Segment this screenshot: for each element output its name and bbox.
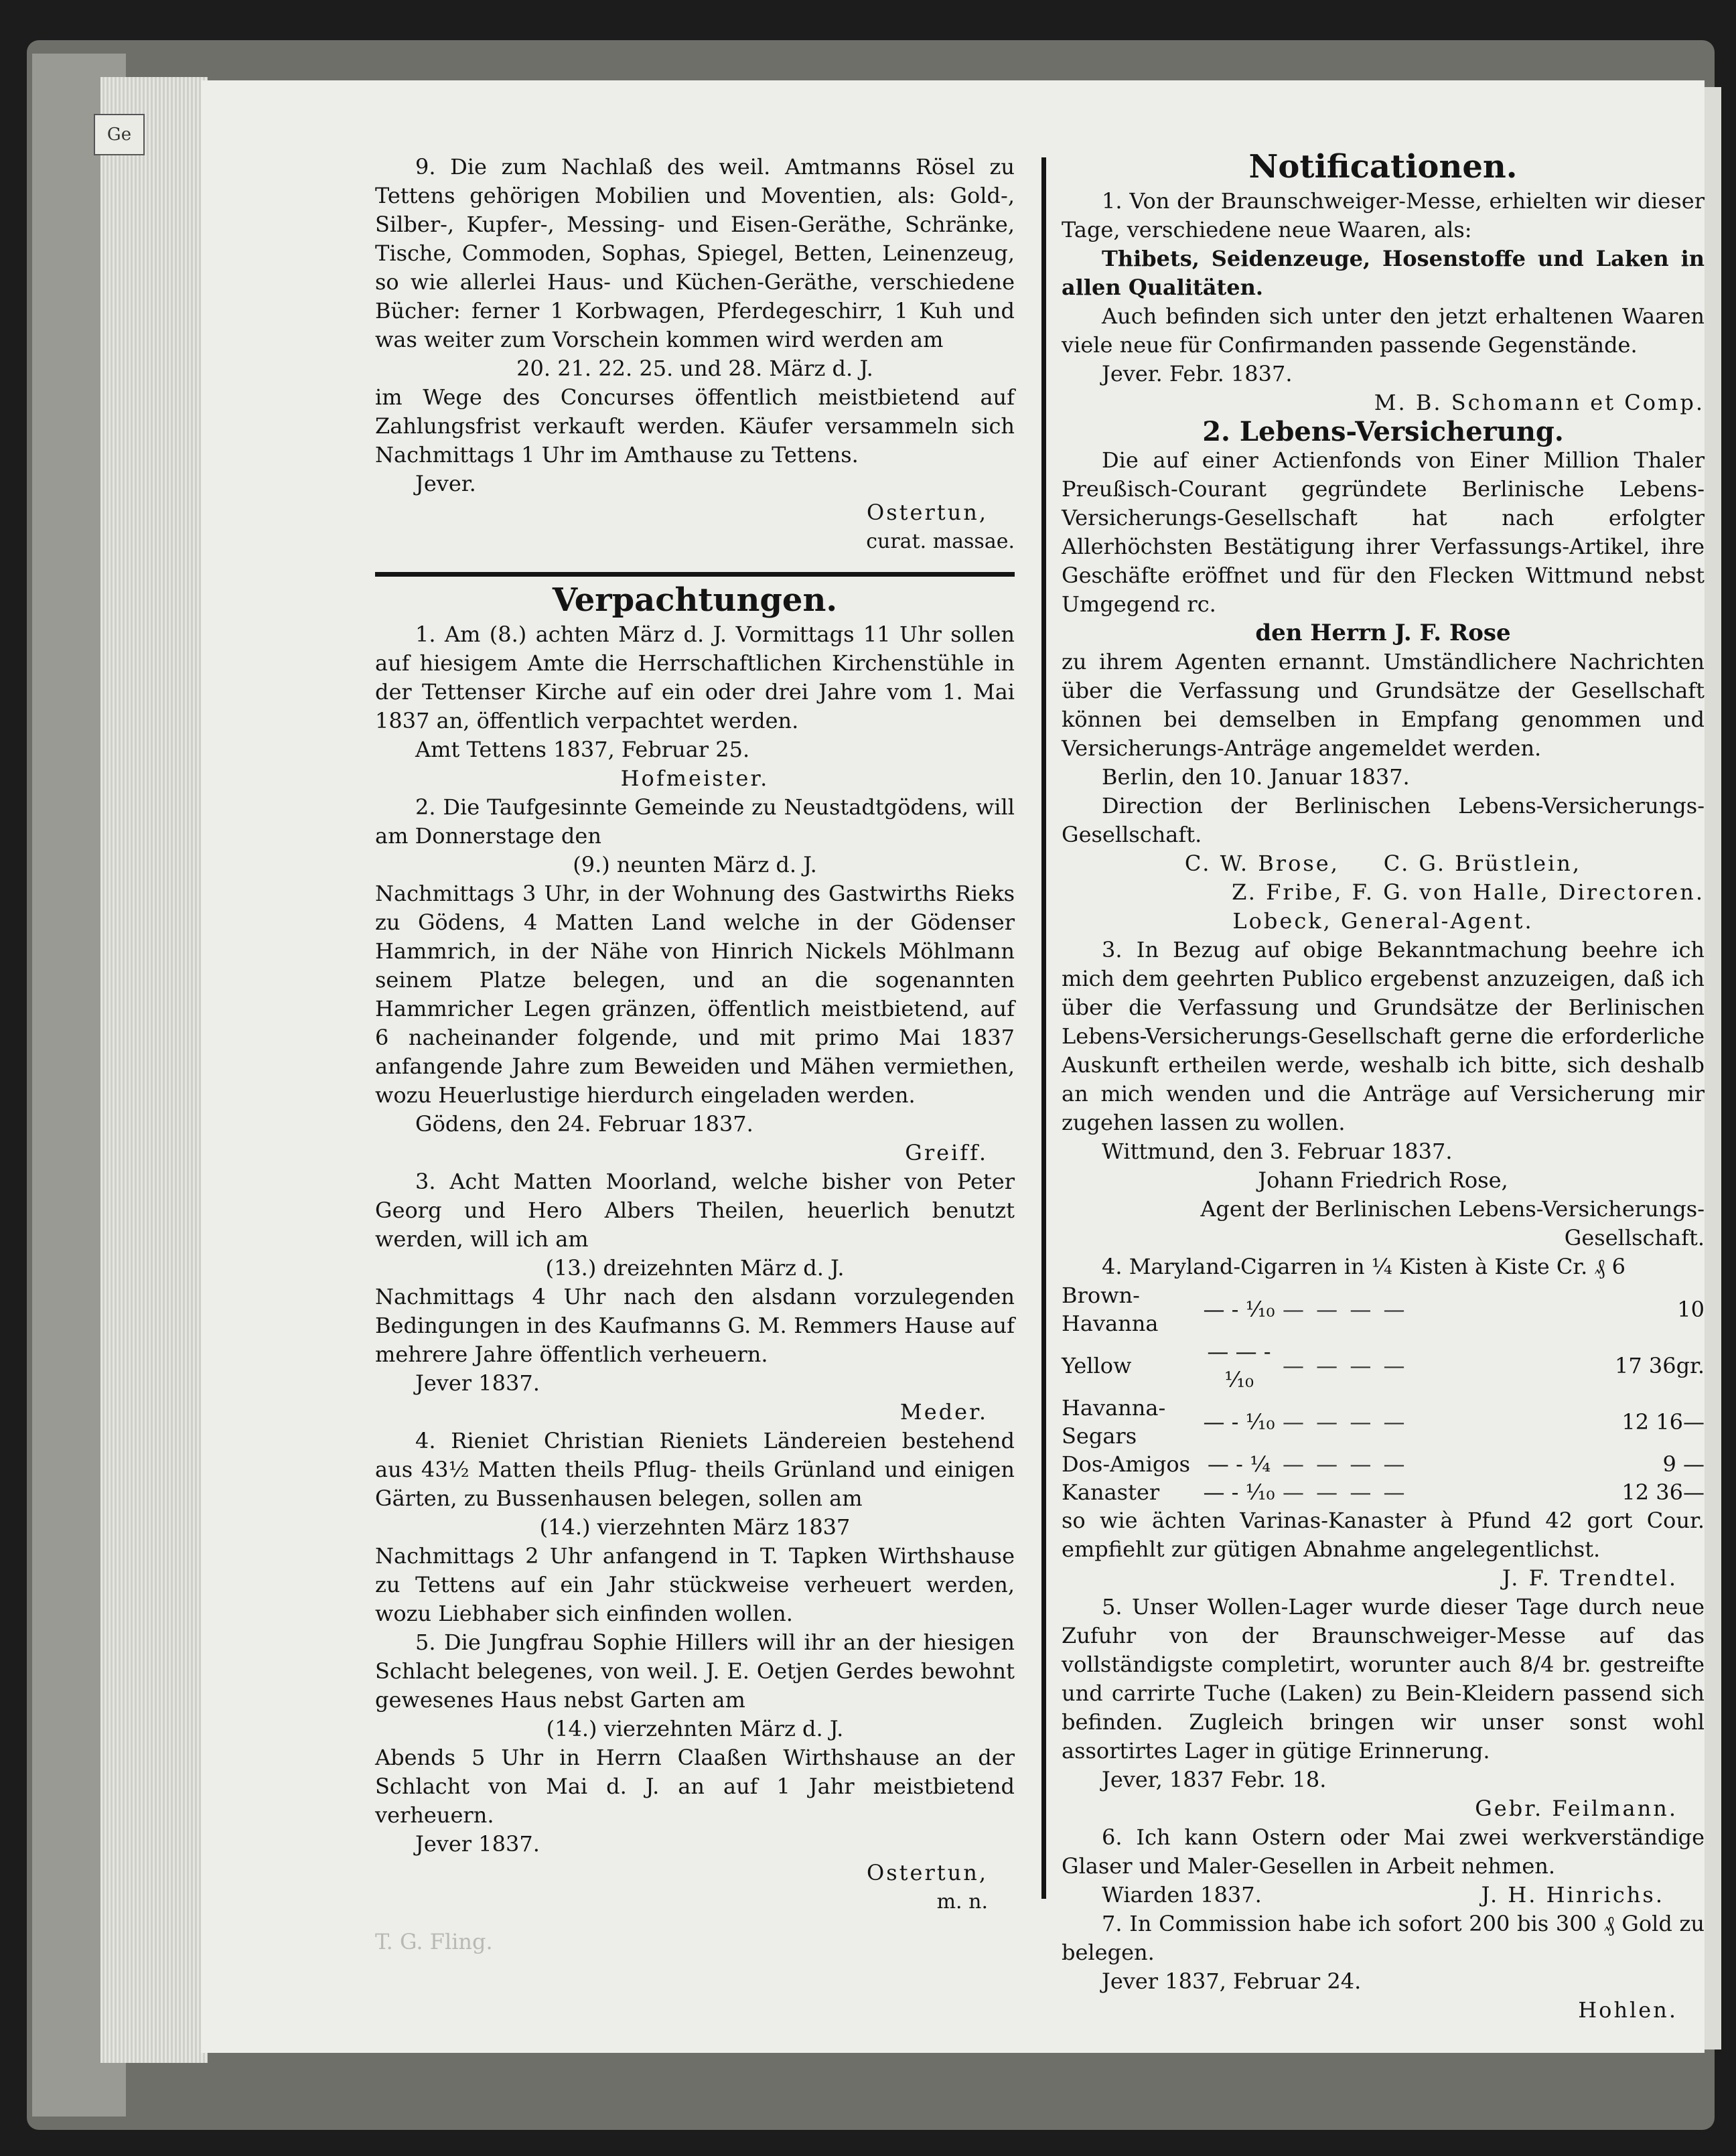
place-date: Jever, 1837 Febr. 18. xyxy=(1102,1767,1327,1792)
notification-7 xyxy=(1062,1910,1705,2025)
notice-text: 9. Die zum Nachlaß des weil. Amtmanns Rösel zu Tettens gehörigen Mobilien und Moventien, als: Gold-, Silber-, Kupfer-, Messing- und Eisen-Geräthe, Schränke, Tische, Commoden, Sophas, Spiegel, Betten, Leinenzeug, so wie allerlei Haus- und Küchen-Geräthe, verschiedene Bücher: ferner 1 Korbwagen, Pferdegeschirr, 1 Kuh und was weiter zum Vorschein kommen wird werden am xyxy=(375,154,1015,352)
product-name: Havanna-Segars xyxy=(1062,1395,1166,1449)
box-size: — — - ⅒ xyxy=(1207,1339,1271,1392)
notice-text: 1. Am (8.) achten März d. J. Vormittags 11 Uhr sollen auf hiesigem Amte die Herrschaftlichen Kirchenstühle in der Tettenser Kirche auf ein oder drei Jahre vom 1. Mai 1837 an, öffentlich verpachtet werden. xyxy=(375,622,1015,733)
section-heading-verpachtungen: Verpachtungen. xyxy=(552,581,838,619)
box-size: — - ⅒ xyxy=(1203,1297,1275,1322)
signature: Gebr. Feilmann. xyxy=(1475,1796,1678,1821)
place-date: Berlin, den 10. Januar 1837. xyxy=(1102,764,1410,790)
leader-dashes: — — — — xyxy=(1283,1353,1408,1378)
notification-1 xyxy=(1062,187,1705,417)
price-row xyxy=(1062,1478,1705,1506)
agent-name: den Herrn J. F. Rose xyxy=(1255,620,1511,646)
signature-title: m. n. xyxy=(936,1890,988,1914)
notice-text: 5. Unser Wollen-Lager wurde dieser Tage durch neue Zufuhr von der Braunschweiger-Messe auf das vollständigste completirt, worunter auch 8/4 br. gestreifte und carrirte Tuche (Laken) zu Bein-Kleidern passend sich befinden. Zugleich bringen wir unser sonst wohl assortirtes Lager in gütige Erinnerung. xyxy=(1062,1594,1705,1764)
notice-nachlass xyxy=(375,153,1015,556)
notice-verpachtung-3 xyxy=(375,1167,1015,1427)
signature: Hofmeister. xyxy=(620,766,770,791)
signature: J. F. Trendtel. xyxy=(1502,1565,1678,1591)
notification-2 xyxy=(1062,417,1705,936)
price-table xyxy=(1062,1281,1705,1506)
box-size: — - ⅒ xyxy=(1203,1480,1275,1505)
notice-text: Auch befinden sich unter den jetzt erhaltenen Waaren viele neue für Confirmanden passende Gegenstände. xyxy=(1062,303,1705,358)
general-agent: Lobeck, General-Agent. xyxy=(1232,908,1534,934)
page-stack xyxy=(100,77,208,2063)
signature-title: Agent der Berlinischen Lebens-Versicherungs-Gesellschaft. xyxy=(1200,1196,1705,1250)
place-date: Jever 1837. xyxy=(415,1831,540,1857)
direction-line: Direction der Berlinischen Lebens-Versicherungs-Gesellschaft. xyxy=(1062,793,1705,847)
price-row xyxy=(1062,1281,1705,1338)
price: 10 xyxy=(1677,1297,1705,1322)
notice-text: Nachmittags 3 Uhr, in der Wohnung des Gastwirths Rieks zu Gödens, 4 Matten Land welche in der Gödenser Hammrich, in der Nähe von Hinrich Nickels Möhlmann seinem Platze belegen, und an die sogenannten Hammricher Legen gränzen, öffentlich meistbietend, auf 6 nacheinander folgende, und mit primo Mai 1837 anfangende Jahre zum Beweiden und Mähen vermiethen, wozu Heuerlustige hierdurch eingeladen werden. xyxy=(375,881,1015,1108)
notice-date: (14.) vierzehnten März d. J. xyxy=(546,1716,844,1741)
notice-verpachtung-5 xyxy=(375,1628,1015,1916)
product-name: Kanaster xyxy=(1062,1480,1160,1505)
notification-6 xyxy=(1062,1823,1705,1910)
left-column xyxy=(375,153,1015,1916)
auction-dates: 20. 21. 22. 25. und 28. März d. J. xyxy=(516,356,873,381)
notice-text: so wie ächten Varinas-Kanaster à Pfund 42 gort Cour. empfiehlt zur gütigen Abnahme angelegentlichst. xyxy=(1062,1508,1705,1562)
notice-date: (13.) dreizehnten März d. J. xyxy=(545,1255,845,1281)
notice-text: 4. Rieniet Christian Rieniets Ländereien bestehend aus 43½ Matten theils Pflug- theils Grünland und einigen Gärten, zu Bussenhausen belegen, sollen am xyxy=(375,1428,1015,1511)
notice-text: 7. In Commission habe ich sofort 200 bis 300 ₰ Gold zu belegen. xyxy=(1062,1911,1705,1965)
notice-verpachtung-4 xyxy=(375,1427,1015,1628)
price-intro: 4. Maryland-Cigarren in ¼ Kisten à Kiste Cr. ₰ 6 xyxy=(1102,1254,1625,1279)
director-names: Z. Fribe, F. G. von Halle, Directoren. xyxy=(1232,879,1705,905)
notice-text: 3. In Bezug auf obige Bekanntmachung beehre ich mich dem geehrten Publico ergebenst anzuzeigen, daß ich über die Verfassung und Grundsätze der Berlinischen Lebens-Versicherungs-Gesellschaft gerne die erforderliche Auskunft ertheilen werde, weshalb ich bitte, sich deshalb an mich wenden und die Anträge auf Versicherung mir zugehen lassen zu wollen. xyxy=(1062,937,1705,1135)
bleed-through-text: T. G. Fling. xyxy=(375,1929,493,1954)
signature: Meder. xyxy=(899,1399,988,1425)
notice-text: 3. Acht Matten Moorland, welche bisher von Peter Georg und Hero Albers Theilen, heuerlich benutzt werden, will ich am xyxy=(375,1169,1015,1252)
signature: Ostertun, xyxy=(867,500,988,525)
product-name: Yellow xyxy=(1062,1353,1132,1378)
place-date: Jever. xyxy=(415,471,476,496)
director-names: C. W. Brose, C. G. Brüstlein, xyxy=(1184,851,1582,876)
product-name: Dos-Amigos xyxy=(1062,1451,1191,1477)
box-size: — - ⅒ xyxy=(1203,1409,1275,1435)
place-date: Jever 1837, Februar 24. xyxy=(1102,1968,1362,1994)
signature: Johann Friedrich Rose, xyxy=(1258,1167,1508,1193)
price: 12 16— xyxy=(1621,1409,1705,1435)
place-signature-line xyxy=(1062,1881,1705,1910)
signature: Ostertun, xyxy=(867,1860,988,1885)
notice-date: (9.) neunten März d. J. xyxy=(573,852,817,877)
notification-3 xyxy=(1062,936,1705,1252)
facing-page-edge xyxy=(1705,87,1721,2050)
place-date: Gödens, den 24. Februar 1837. xyxy=(415,1111,753,1137)
product-name: Brown-Havanna xyxy=(1062,1283,1159,1336)
place-date: Wittmund, den 3. Februar 1837. xyxy=(1102,1139,1453,1164)
price: 17 36gr. xyxy=(1614,1353,1705,1378)
price-row xyxy=(1062,1450,1705,1478)
notice-text: Nachmittags 4 Uhr nach den alsdann vorzulegenden Bedingungen in des Kaufmanns G. M. Remmers Hause auf mehrere Jahre öffentlich verheuern. xyxy=(375,1284,1015,1367)
leader-dashes: — — — — xyxy=(1283,1409,1408,1435)
goods-list: Thibets, Seidenzeuge, Hosenstoffe und Laken in allen Qualitäten. xyxy=(1062,246,1705,300)
price-row xyxy=(1062,1394,1705,1450)
right-column xyxy=(1062,148,1705,2025)
place-date: Wiarden 1837. xyxy=(1102,1882,1262,1908)
notice-date: (14.) vierzehnten März 1837 xyxy=(539,1514,851,1540)
notice-text: 5. Die Jungfrau Sophie Hillers will ihr an der hiesigen Schlacht belegenes, von weil. J. E. Oetjen Gerdes bewohnt gewesenes Haus nebst Garten am xyxy=(375,1630,1015,1713)
box-size: — - ¼ xyxy=(1207,1451,1271,1477)
notice-heading: 2. Lebens-Versicherung. xyxy=(1202,416,1564,447)
previous-page-tab: Ge xyxy=(94,114,145,155)
column-divider xyxy=(1041,157,1046,1899)
place-date: Jever. Febr. 1837. xyxy=(1102,361,1293,386)
signature: Greiff. xyxy=(905,1140,988,1165)
leader-dashes: — — — — xyxy=(1283,1480,1408,1505)
signature: M. B. Schomann et Comp. xyxy=(1374,390,1705,415)
signature: Hohlen. xyxy=(1578,1997,1678,2023)
notice-text: Die auf einer Actienfonds von Einer Million Thaler Preußisch-Courant gegründete Berlinische Lebens-Versicherungs-Gesellschaft hat nach erfolgter Allerhöchsten Bestätigung ihrer Verfassungs-Artikel, ihre Geschäfte eröffnet und für den Flecken Wittmund nebst Umgegend rc. xyxy=(1062,447,1705,617)
notice-verpachtung-1 xyxy=(375,620,1015,793)
notice-text: zu ihrem Agenten ernannt. Umständlichere Nachrichten über die Verfassung und Grundsätze der Gesellschaft können bei demselben in Empfang genommen und Versicherungs-Anträge angemeldet werden. xyxy=(1062,649,1705,761)
section-rule xyxy=(375,572,1015,577)
notification-5 xyxy=(1062,1593,1705,1823)
price: 12 36— xyxy=(1621,1480,1705,1505)
place-date: Amt Tettens 1837, Februar 25. xyxy=(415,737,750,762)
notification-4 xyxy=(1062,1252,1705,1593)
notice-text: Nachmittags 2 Uhr anfangend in T. Tapken Wirthshause zu Tettens auf ein Jahr stückweise verheuert werden, wozu Liebhaber sich einfinden wollen. xyxy=(375,1543,1015,1626)
price-row xyxy=(1062,1338,1705,1394)
section-heading-notificationen: Notificationen. xyxy=(1248,148,1518,186)
leader-dashes: — — — — xyxy=(1283,1451,1408,1477)
signature: J. H. Hinrichs. xyxy=(1481,1882,1664,1908)
leader-dashes: — — — — xyxy=(1283,1297,1408,1322)
notice-text: 6. Ich kann Ostern oder Mai zwei werkverständige Glaser und Maler-Gesellen in Arbeit nehmen. xyxy=(1062,1824,1705,1879)
notice-text: 1. Von der Braunschweiger-Messe, erhielten wir dieser Tage, verschiedene neue Waaren, als: xyxy=(1062,188,1705,242)
notice-text: 2. Die Taufgesinnte Gemeinde zu Neustadtgödens, will am Donnerstage den xyxy=(375,794,1015,849)
place-date: Jever 1837. xyxy=(415,1370,540,1396)
notice-text: Abends 5 Uhr in Herrn Claaßen Wirthshause an der Schlacht von Mai d. J. an auf 1 Jahr meistbietend verheuern. xyxy=(375,1745,1015,1828)
notice-text: im Wege des Concurses öffentlich meistbietend auf Zahlungsfrist verkauft werden. Käufer versammeln sich Nachmittags 1 Uhr im Amthause zu Tettens. xyxy=(375,384,1015,468)
signature-title: curat. massae. xyxy=(866,530,1015,553)
price: 9 — xyxy=(1662,1451,1705,1477)
notice-verpachtung-2 xyxy=(375,793,1015,1167)
